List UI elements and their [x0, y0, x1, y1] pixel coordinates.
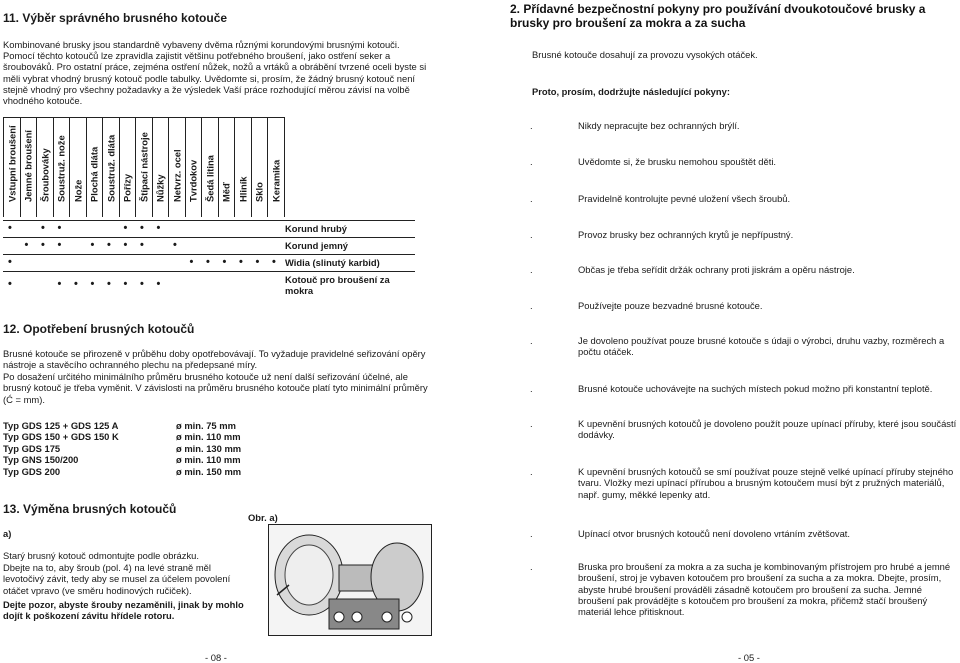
column-header	[20, 117, 37, 217]
column-header	[53, 117, 70, 217]
section-13-para-2: Dbejte na to, aby šroub (pol. 4) na levé straně měl levotočivý závit, tedy aby se musel za účelem povolení otáčet vpravo (ve směru hodinových ručiček).	[3, 562, 231, 596]
grinder-illustration	[269, 525, 431, 635]
suitability-dot: •	[8, 278, 12, 290]
spec-type: Typ GDS 200	[3, 465, 61, 477]
suitability-dot: •	[123, 239, 128, 251]
list-bullet: .	[530, 264, 533, 275]
list-item: Nikdy nepracujte bez ochranných brýlí.	[578, 120, 740, 131]
suitability-dot: •	[57, 222, 62, 234]
suitability-dot: •	[140, 239, 144, 251]
suitability-dot: •	[173, 239, 177, 251]
column-header	[3, 117, 20, 217]
list-item: Bruska pro broušení za mokra a za sucha je kombinovaným přístrojem pro hrubé a jemné broušení, stroj je vybaven kotoučem pro broušení za sucha a za mokra. Dbejte, prosím, abyste hrubé broušení prováděli zásadně kotoučem pro broušení za sucha. Jemné broušení pak provádějte s kotoučem pro broušení za mokra, přičemž stačí broušený materiál lehce přitisknout.	[578, 561, 951, 618]
row-label: Widia (slinutý karbid)	[285, 257, 380, 268]
column-header	[218, 117, 235, 217]
list-item: K upevnění brusných kotoučů je dovoleno použít pouze upínací příruby, které jsou součástí dodávky.	[578, 418, 957, 441]
list-bullet: .	[530, 466, 533, 477]
suitability-dot: •	[57, 239, 62, 251]
list-bullet: .	[530, 156, 533, 167]
spec-type: Typ GDS 175	[3, 442, 61, 454]
column-header	[185, 117, 202, 217]
column-header	[201, 117, 218, 217]
column-header-label: Soustruž. nože	[55, 135, 67, 202]
spec-type: Typ GNS 150/200	[3, 454, 79, 466]
list-item: Brusné kotouče uchovávejte na suchých místech pokud možno při konstantní teplotě.	[578, 383, 933, 394]
list-item: K upevnění brusných kotoučů se smí používat pouze stejně velké upínací příruby stejného tvaru. Vložky mezi upínací přírubou a brusným kotoučem musí být z pružných materiálů, např. gumy, měkké lepenky atd.	[578, 466, 954, 500]
column-header-label: Soustruž. dláta	[105, 134, 117, 202]
row-label: Kotouč pro broušení za mokra	[285, 274, 390, 296]
list-bullet: .	[530, 229, 533, 240]
column-header-label: Hliník	[237, 176, 249, 202]
column-header	[135, 117, 152, 217]
list-item: Provoz brusky bez ochranných krytů je nepřípustný.	[578, 229, 794, 240]
column-header-label: Tvrdokov	[187, 159, 199, 202]
section-11-para-2: Pomocí těchto kotoučů lze zpravidla zajistit většinu potřebného broušení, jako ostření seker a šroubováků. Pro ostatní práce, zejména ostření nůžek, nožů a vrtáků a obrábění tvrzené oceli byste si měli vybrat vhodný brusný kotouč podle tabulky. Uvědomte si, prosím, že žádný brusný kotouč není stejně vhodný pro všechny požadavky a že výsledek Vaší práce rozhodující měrou závisí na volbě vhodného kotouče.	[3, 50, 427, 107]
column-header	[36, 117, 53, 217]
column-header	[152, 117, 169, 217]
figure-label: Obr. a)	[248, 512, 278, 523]
spec-type: Typ GDS 150 + GDS 150 K	[3, 431, 119, 443]
suitability-dot: •	[74, 278, 78, 290]
suitability-dot: •	[255, 256, 260, 268]
column-header-label: Šedá litina	[204, 155, 216, 202]
suitability-dot: •	[206, 256, 210, 268]
column-header-label: Keramika	[270, 159, 282, 202]
list-bullet: .	[530, 120, 533, 131]
list-item: Pravidelně kontrolujte pevné uložení všech šroubů.	[578, 193, 791, 204]
table-divider	[284, 117, 285, 217]
suitability-dot: •	[156, 278, 161, 290]
column-header-label: Plochá dláta	[88, 146, 100, 202]
wheel-removal-figure	[268, 524, 432, 636]
spec-min-diameter: ø min. 75 mm	[176, 420, 236, 431]
page-number-left: - 08 -	[205, 652, 227, 663]
suitability-dot: •	[140, 278, 144, 290]
column-header	[234, 117, 251, 217]
column-header	[102, 117, 119, 217]
list-item: Je dovoleno používat pouze brusné kotouče s údaji o výrobci, druhu vazby, rozměrech a počtu otáček.	[578, 335, 945, 358]
suitability-dot: •	[24, 239, 29, 251]
suitability-dot: •	[239, 256, 243, 268]
column-header	[267, 117, 284, 217]
left-page	[0, 0, 440, 662]
column-header-label: Vstupní broušení	[6, 125, 18, 202]
spec-min-diameter: ø min. 110 mm	[176, 431, 241, 443]
spec-min-diameter: ø min. 130 mm	[176, 442, 242, 454]
list-bullet: .	[530, 528, 533, 539]
section-11-para-1: Kombinované brusky jsou standardně vybaveny dvěma různými korundovými brusnými kotouči.	[3, 39, 400, 50]
column-header	[168, 117, 185, 217]
suitability-dot: •	[107, 239, 111, 251]
column-header-label: Nůžky	[154, 174, 166, 202]
list-item: Používejte pouze bezvadné brusné kotouče.	[578, 300, 763, 311]
column-header-label: Sklo	[253, 182, 265, 202]
suitability-dot: •	[189, 256, 194, 268]
safety-intro: Brusné kotouče dosahují za provozu vysokých otáček.	[532, 49, 758, 60]
column-header-label: Netvrz. ocel	[171, 149, 183, 202]
suitability-dot: •	[123, 278, 128, 290]
column-header-label: Nože	[72, 179, 84, 202]
section-12-title: 12. Opotřebení brusných kotoučů	[3, 322, 195, 336]
list-bullet: .	[530, 193, 533, 204]
section-12-para-1: Brusné kotouče se přirozeně v průběhu doby opotřebovávají. To vyžaduje pravidelné seřizování opěry nástroje a stavěcího ochranného plechu na předepsané míry.	[3, 348, 426, 371]
row-label: Korund hrubý	[285, 223, 347, 234]
column-header	[251, 117, 268, 217]
column-header-label: Jemné broušení	[22, 130, 34, 202]
column-header	[86, 117, 103, 217]
suitability-dot: •	[123, 222, 128, 234]
suitability-dot: •	[140, 222, 144, 234]
list-item: Občas je třeba seřídit držák ochrany proti jiskrám a opěru nástroje.	[578, 264, 855, 275]
list-item: Uvědomte si, že brusku nemohou spouštět děti.	[578, 156, 777, 167]
list-bullet: .	[530, 383, 533, 394]
column-header	[69, 117, 86, 217]
safety-title: 2. Přídavné bezpečnostní pokyny pro používání dvoukotoučové brusky a brusky pro broušení za mokra a za sucha	[510, 2, 926, 30]
spec-min-diameter: ø min. 110 mm	[176, 454, 241, 466]
suitability-dot: •	[90, 278, 95, 290]
grinding-wheel-table	[3, 117, 415, 297]
section-12-para-2: Po dosažení určitého minimálního průměru brusného kotouče už není další seřizování účelné, ale brusný kotouč je třeba vyměnit. V závislosti na průměru brusného kotouče platí tyto minimální průměry (Ć = mm).	[3, 371, 428, 405]
suitability-dot: •	[8, 222, 12, 234]
suitability-dot: •	[107, 278, 111, 290]
section-13-para-1: Starý brusný kotouč odmontujte podle obrázku.	[3, 550, 199, 561]
right-page	[480, 0, 960, 662]
column-header-label: Šroubováky	[39, 148, 51, 202]
sub-label-a: a)	[3, 528, 12, 539]
column-header	[119, 117, 136, 217]
list-bullet: .	[530, 561, 533, 572]
section-11-title: 11. Výběr správného brusného kotouče	[3, 11, 228, 25]
list-item: Upínací otvor brusných kotoučů není dovoleno vrtáním zvětšovat.	[578, 528, 851, 539]
spec-min-diameter: ø min. 150 mm	[176, 465, 242, 477]
suitability-dot: •	[90, 239, 95, 251]
list-bullet: .	[530, 335, 533, 346]
safety-request: Proto, prosím, dodržujte následující pokyny:	[532, 86, 730, 97]
page-number-right: - 05 -	[738, 652, 760, 663]
column-header-label: Pořízy	[121, 173, 133, 202]
suitability-dot: •	[222, 256, 227, 268]
column-header-label: Měď	[220, 182, 232, 202]
suitability-dot: •	[41, 222, 45, 234]
list-bullet: .	[530, 418, 533, 429]
suitability-dot: •	[41, 239, 45, 251]
suitability-dot: •	[57, 278, 62, 290]
row-label: Korund jemný	[285, 240, 349, 251]
list-bullet: .	[530, 300, 533, 311]
spec-type: Typ GDS 125 + GDS 125 A	[3, 420, 119, 431]
section-13-title: 13. Výměna brusných kotoučů	[3, 502, 177, 516]
section-13-para-3: Dejte pozor, abyste šrouby nezaměnili, jinak by mohlo dojít k poškození závitu hřídele rotoru.	[3, 599, 244, 622]
suitability-dot: •	[8, 256, 12, 268]
suitability-dot: •	[156, 222, 161, 234]
column-header-label: Štípací nástroje	[138, 132, 150, 202]
suitability-dot: •	[272, 256, 276, 268]
